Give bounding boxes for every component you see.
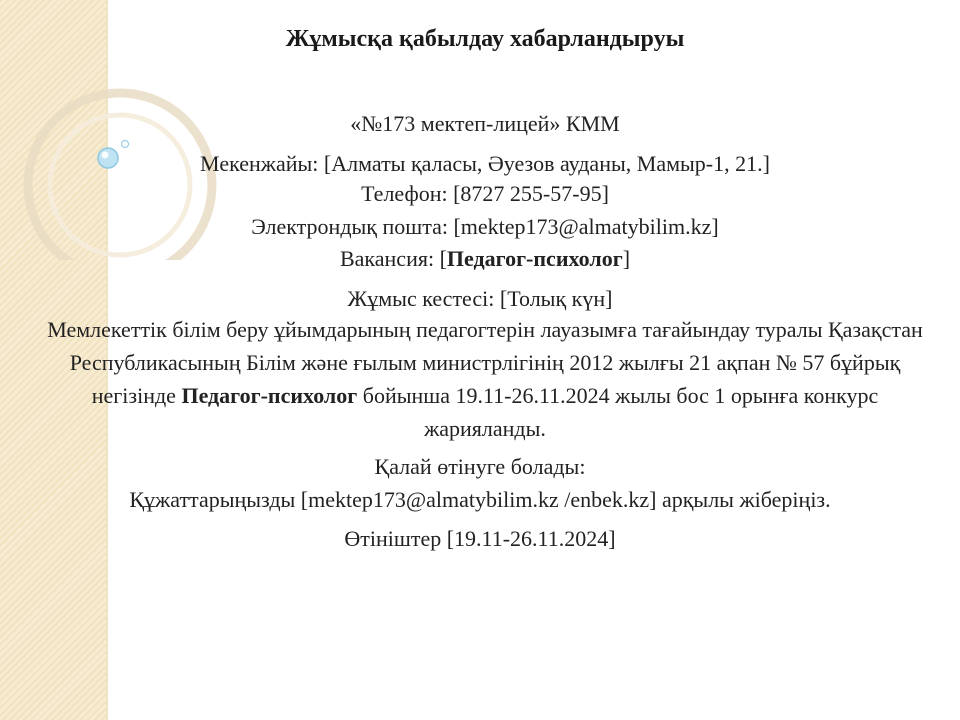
vacancy-value: Педагог-психолог (446, 246, 623, 271)
applications-period: Өтініштер [19.11-26.11.2024] (344, 526, 616, 551)
vacancy-label: Вакансия: (339, 246, 435, 271)
announcement-paragraph (40, 313, 930, 445)
schedule-value: [Толық күн] (499, 286, 613, 311)
announcement-position: Педагог-психолог (181, 383, 358, 408)
how-to-apply-text: Құжаттарыңызды [mektep173@almatybilim.kz /enbek.kz] арқылы жіберіңіз. (129, 487, 831, 512)
address-label: Мекенжайы: (200, 151, 319, 176)
schedule-line (0, 285, 960, 313)
phone-value: [8727 255-57-95] (453, 181, 609, 206)
email-value: [mektep173@almatybilim.kz] (453, 214, 719, 239)
address-line (0, 150, 960, 178)
organization-name: «№173 мектеп-лицей» КММ (350, 111, 620, 136)
phone-label: Телефон: (361, 181, 448, 206)
page-title: Жұмысқа қабылдау хабарландыруы (285, 26, 685, 52)
address-value: [Алматы қаласы, Әуезов ауданы, Мамыр-1, 21.] (323, 151, 770, 176)
email-line (0, 213, 960, 241)
vacancy-line (0, 245, 960, 273)
schedule-label: Жұмыс кестесі: (347, 286, 495, 311)
announcement-text-1: Мемлекеттік білім беру ұйымдарының педагогтерін лауазымға тағайындау туралы Қазақстан Республикасының Білім және ғылым министрлігінің 2012 жылғы 21 ақпан № 57 бұйрық негізінде (47, 317, 923, 408)
phone-line (0, 180, 960, 208)
announcement-text-2: бойынша 19.11-26.11.2024 жылы бос 1 орынға конкурс жарияланды. (357, 383, 879, 441)
email-label: Электрондық пошта: (251, 214, 448, 239)
how-to-apply-heading: Қалай өтінуге болады: (374, 454, 586, 479)
vacancy-open-bracket: [ (439, 246, 447, 271)
vacancy-close-bracket: ] (622, 246, 631, 271)
